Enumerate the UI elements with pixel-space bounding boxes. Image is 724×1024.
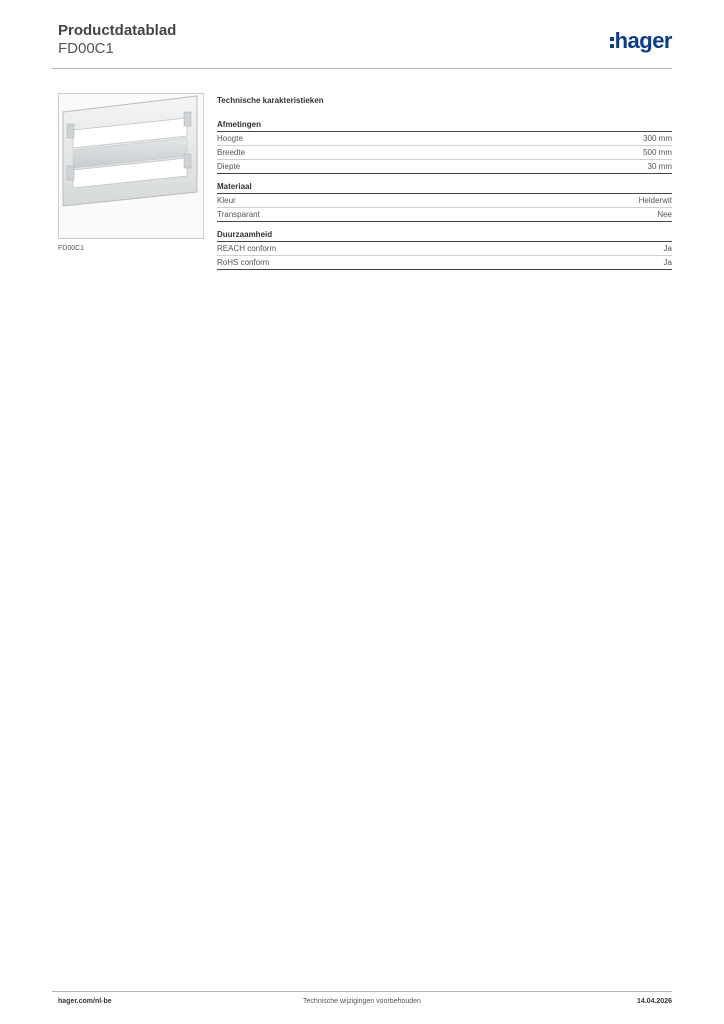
spec-value: 30 mm bbox=[647, 162, 672, 171]
spec-label: Transparant bbox=[217, 210, 260, 219]
spec-row-width bbox=[217, 146, 672, 160]
product-image bbox=[58, 93, 204, 239]
spec-value: Helderwit bbox=[638, 196, 672, 205]
spec-value: Ja bbox=[663, 244, 672, 253]
header-divider bbox=[52, 68, 672, 69]
footer-date: 14.04.2026 bbox=[636, 998, 672, 1005]
spec-label: Diepte bbox=[217, 162, 241, 171]
footer-divider bbox=[52, 991, 672, 992]
spec-row-reach bbox=[217, 242, 672, 256]
spec-row-transparent bbox=[217, 208, 672, 222]
section-title: Duurzaamheid bbox=[217, 230, 672, 242]
section-dimensions bbox=[217, 120, 672, 174]
technical-specs bbox=[217, 96, 672, 278]
spec-row-color bbox=[217, 194, 672, 208]
section-sustainability bbox=[217, 230, 672, 270]
spec-value: Ja bbox=[663, 258, 672, 267]
image-caption: FD00C1 bbox=[58, 245, 85, 252]
spec-label: Hoogte bbox=[217, 134, 243, 143]
hager-logo bbox=[610, 28, 672, 54]
footer-disclaimer: Technische wijzigingen voorbehouden bbox=[303, 998, 421, 1005]
section-title: Afmetingen bbox=[217, 120, 672, 132]
footer-website: hager.com/nl-be bbox=[58, 998, 112, 1005]
spec-label: REACH conform bbox=[217, 244, 277, 253]
spec-row-rohs bbox=[217, 256, 672, 270]
cover-panel-illustration bbox=[59, 94, 203, 238]
spec-value: 500 mm bbox=[643, 148, 672, 157]
spec-row-height bbox=[217, 132, 672, 146]
logo-text: hager bbox=[614, 28, 672, 53]
product-code: FD00C1 bbox=[58, 40, 114, 57]
section-title: Materiaal bbox=[217, 182, 672, 194]
specs-title: Technische karakteristieken bbox=[217, 96, 324, 105]
spec-value: Nee bbox=[657, 210, 672, 219]
spec-label: Kleur bbox=[217, 196, 236, 205]
spec-row-depth bbox=[217, 160, 672, 174]
spec-label: RoHS conform bbox=[217, 258, 270, 267]
section-material bbox=[217, 182, 672, 222]
spec-value: 300 mm bbox=[643, 134, 672, 143]
page-title: Productdatablad bbox=[58, 22, 177, 39]
spec-label: Breedte bbox=[217, 148, 246, 157]
logo-dots-icon bbox=[610, 37, 614, 48]
